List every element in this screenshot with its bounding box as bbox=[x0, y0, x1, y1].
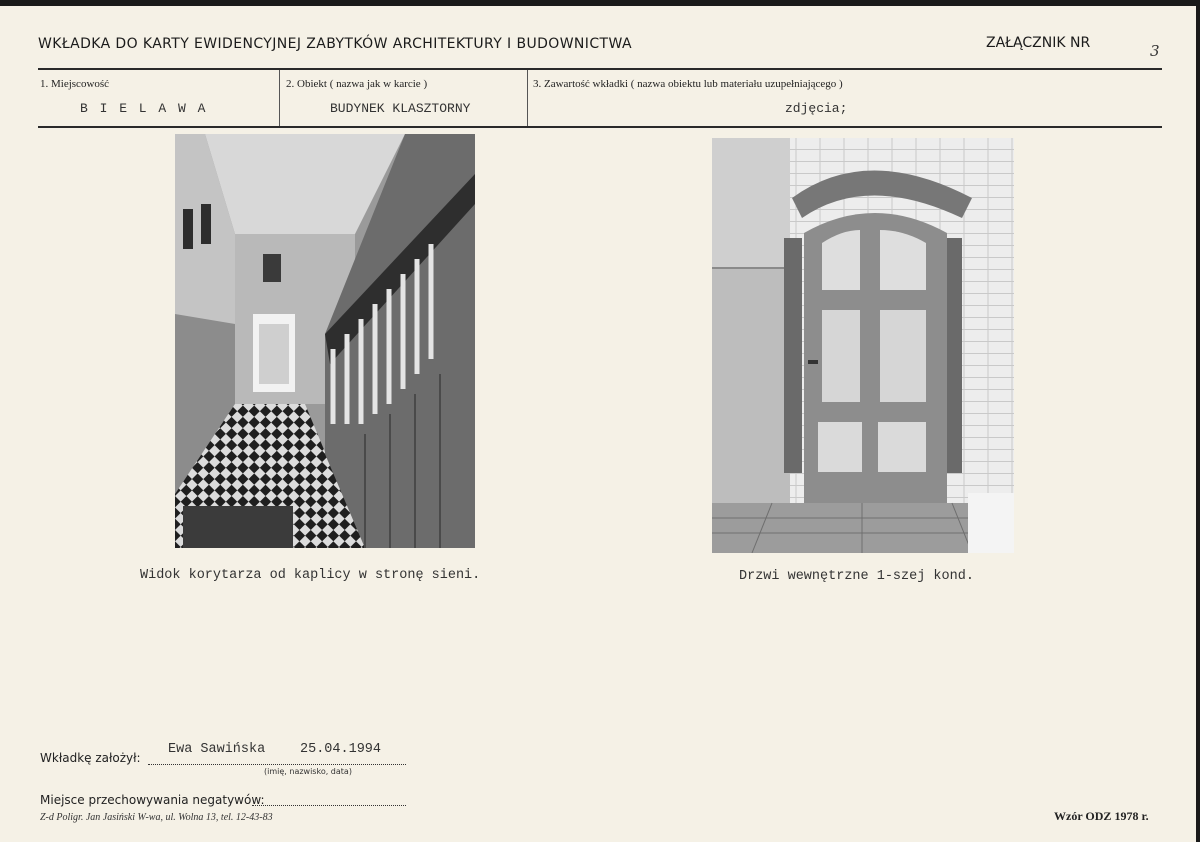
field-divider bbox=[279, 70, 280, 126]
negatives-dotted-line bbox=[252, 805, 406, 806]
header-bottom-rule bbox=[38, 126, 1162, 128]
field-divider bbox=[527, 70, 528, 126]
form-model: Wzór ODZ 1978 r. bbox=[1054, 809, 1149, 823]
corridor-photo bbox=[175, 134, 475, 548]
contents-label: 3. Zawartość wkładki ( nazwa obiektu lub materiału uzupełniającego ) bbox=[533, 78, 843, 90]
corridor-caption: Widok korytarza od kaplicy w stronę sieni. bbox=[140, 568, 481, 583]
founder-hint: (imię, nazwisko, data) bbox=[264, 767, 352, 776]
document-title: WKŁADKA DO KARTY EWIDENCYJNEJ ZABYTKÓW ARCHITEKTURY I BUDOWNICTWA bbox=[38, 36, 632, 52]
founder-label: Wkładkę założył: bbox=[40, 751, 141, 765]
founder-date: 25.04.1994 bbox=[300, 742, 382, 757]
annex-number: 3 bbox=[1150, 42, 1160, 60]
locality-value: B I E L A W A bbox=[80, 101, 208, 116]
negatives-label: Miejsce przechowywania negatywów: bbox=[40, 793, 265, 807]
object-value: BUDYNEK KLASZTORNY bbox=[330, 101, 471, 116]
printer-imprint: Z-d Poligr. Jan Jasiński W-wa, ul. Wolna 13, tel. 12-43-83 bbox=[40, 812, 273, 823]
locality-label: 1. Miejscowość bbox=[40, 78, 110, 90]
founder-name: Ewa Sawińska bbox=[168, 742, 266, 757]
door-photo bbox=[712, 138, 1014, 553]
door-photo-image bbox=[712, 138, 1014, 553]
corridor-photo-image bbox=[175, 134, 475, 548]
annex-label: ZAŁĄCZNIK NR bbox=[986, 35, 1091, 51]
document-sheet bbox=[0, 6, 1196, 842]
founder-dotted-line bbox=[148, 764, 406, 765]
header-top-rule bbox=[38, 68, 1162, 70]
contents-value: zdjęcia; bbox=[785, 101, 848, 116]
object-label: 2. Obiekt ( nazwa jak w karcie ) bbox=[286, 78, 428, 90]
door-caption: Drzwi wewnętrzne 1-szej kond. bbox=[739, 569, 974, 584]
